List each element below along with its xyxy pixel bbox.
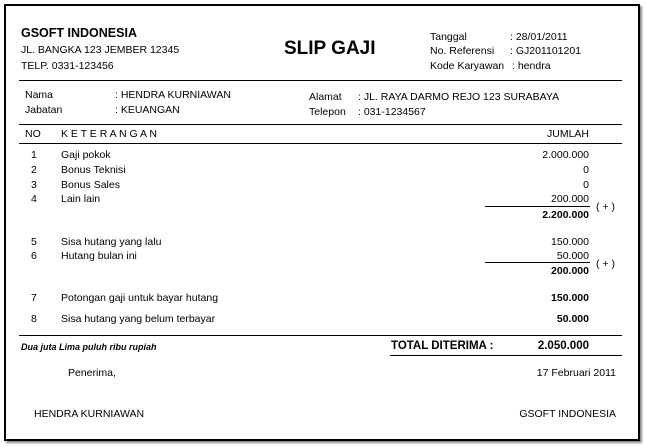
- column-header-description: K E T E R A N G A N: [61, 128, 157, 140]
- summary-bottom-divider: [390, 355, 622, 356]
- row-description: Sisa hutang yang lalu: [61, 236, 162, 248]
- row-amount: 150.000: [551, 236, 589, 248]
- receiver-name: HENDRA KURNIAWAN: [34, 408, 145, 420]
- row-amount: 50.000: [556, 250, 589, 262]
- row-number: 7: [31, 292, 37, 304]
- row-number: 6: [31, 250, 37, 262]
- employee-position-label: Jabatan: [25, 104, 63, 116]
- row-number: 3: [31, 179, 37, 191]
- row-description: Bonus Teknisi: [61, 164, 126, 176]
- meta-ref-label: No. Referensi: [430, 45, 495, 57]
- row-number: 1: [31, 149, 37, 161]
- income-subtotal-line: [485, 206, 590, 207]
- row-description: Bonus Sales: [61, 179, 120, 191]
- employee-address-value: : JL. RAYA DARMO REJO 123 SURABAYA: [358, 91, 560, 103]
- company-address: JL. BANGKA 123 JEMBER 12345: [21, 44, 180, 56]
- employee-position-value: : KEUANGAN: [115, 104, 180, 116]
- column-header-no: NO: [25, 128, 41, 140]
- meta-date-value: : 28/01/2011: [510, 31, 568, 43]
- row-description: Sisa hutang yang belum terbayar: [61, 313, 216, 325]
- employee-phone-label: Telepon: [309, 106, 346, 118]
- column-header-amount: JUMLAH: [547, 128, 590, 140]
- header-divider: [19, 80, 622, 81]
- plus-sign: ( + ): [596, 258, 615, 270]
- company-name: GSOFT INDONESIA: [21, 26, 137, 40]
- total-value: 2.050.000: [537, 340, 589, 352]
- row-number: 8: [31, 313, 37, 325]
- employee-name-value: : HENDRA KURNIAWAN: [115, 89, 231, 101]
- row-number: 5: [31, 236, 37, 248]
- row-amount: 0: [583, 164, 589, 176]
- summary-top-divider: [19, 335, 622, 336]
- row-description: Lain lain: [61, 193, 101, 205]
- row-description: Potongan gaji untuk bayar hutang: [61, 292, 219, 304]
- row-amount: 200.000: [551, 193, 589, 205]
- table-header-divider: [19, 143, 622, 144]
- row-amount: 0: [583, 179, 589, 191]
- income-subtotal: 2.200.000: [542, 209, 589, 221]
- meta-employee-code-value: : hendra: [512, 60, 551, 72]
- sign-date: 17 Februari 2011: [536, 367, 616, 379]
- debt-subtotal-line: [485, 262, 590, 263]
- meta-employee-code-label: Kode Karyawan: [430, 60, 505, 72]
- row-number: 4: [31, 193, 37, 205]
- plus-sign: ( + ): [596, 201, 615, 213]
- receiver-label: Penerima,: [68, 367, 116, 379]
- row-amount: 150.000: [551, 292, 589, 304]
- page-title: SLIP GAJI: [284, 38, 376, 59]
- meta-ref-value: : GJ201101201: [510, 45, 582, 57]
- debt-subtotal: 200.000: [551, 265, 589, 277]
- total-label: TOTAL DITERIMA :: [391, 340, 494, 352]
- row-description: Gaji pokok: [61, 149, 111, 161]
- company-signature: GSOFT INDONESIA: [519, 408, 616, 420]
- row-amount: 2.000.000: [542, 149, 589, 161]
- row-description: Hutang bulan ini: [61, 250, 137, 262]
- row-number: 2: [31, 164, 37, 176]
- meta-date-label: Tanggal: [430, 31, 467, 43]
- employee-phone-value: : 031-1234567: [358, 106, 426, 118]
- company-phone: TELP. 0331-123456: [21, 60, 114, 72]
- amount-in-words: Dua juta Lima puluh ribu rupiah: [21, 342, 157, 352]
- info-divider: [19, 124, 622, 125]
- row-amount: 50.000: [556, 313, 589, 325]
- employee-name-label: Nama: [25, 89, 54, 101]
- employee-address-label: Alamat: [309, 91, 342, 103]
